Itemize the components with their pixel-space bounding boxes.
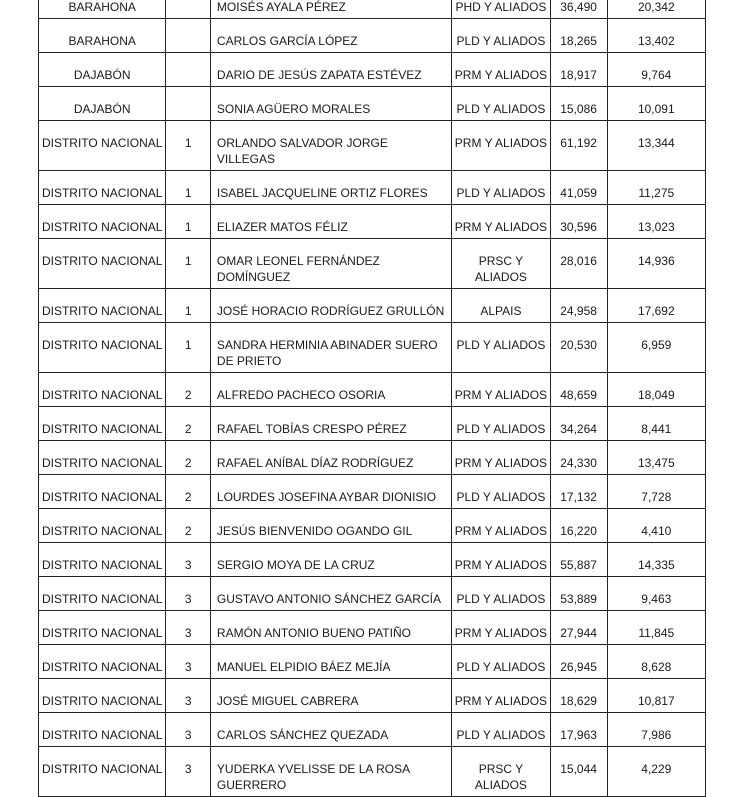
candidate-name-cell: RAFAEL TOBÍAS CRESPO PÉREZ: [210, 407, 451, 441]
votes-primary-cell: 34,264: [550, 407, 607, 441]
province-cell: DISTRITO NACIONAL: [39, 747, 166, 797]
circumscription-cell: 1: [166, 121, 211, 171]
votes-primary-cell: 48,659: [550, 373, 607, 407]
candidate-name-cell: RAMÓN ANTONIO BUENO PATIÑO: [210, 611, 451, 645]
candidate-name-cell: JESÚS BIENVENIDO OGANDO GIL: [210, 509, 451, 543]
votes-primary-cell: 61,192: [550, 121, 607, 171]
votes-secondary-cell: 10,091: [607, 87, 705, 121]
party-cell: PLD Y ALIADOS: [452, 323, 550, 373]
votes-primary-cell: 18,917: [550, 53, 607, 87]
province-cell: DAJABÓN: [39, 53, 166, 87]
candidate-name-cell: MOISÉS AYALA PÉREZ: [210, 0, 451, 19]
circumscription-cell: 3: [166, 611, 211, 645]
province-cell: DISTRITO NACIONAL: [39, 577, 166, 611]
circumscription-cell: 1: [166, 205, 211, 239]
candidate-name-cell: DARIO DE JESÚS ZAPATA ESTÉVEZ: [210, 53, 451, 87]
party-cell: PRM Y ALIADOS: [452, 205, 550, 239]
province-cell: BARAHONA: [39, 0, 166, 19]
votes-secondary-cell: 6,959: [607, 323, 705, 373]
table-row: [39, 747, 706, 797]
votes-primary-cell: 20,530: [550, 323, 607, 373]
votes-primary-cell: 41,059: [550, 171, 607, 205]
votes-primary-cell: 27,944: [550, 611, 607, 645]
province-cell: DISTRITO NACIONAL: [39, 509, 166, 543]
votes-primary-cell: 26,945: [550, 645, 607, 679]
circumscription-cell: 3: [166, 645, 211, 679]
table-row: [39, 577, 706, 611]
province-cell: DAJABÓN: [39, 87, 166, 121]
candidate-name-cell: JOSÉ HORACIO RODRÍGUEZ GRULLÓN: [210, 289, 451, 323]
circumscription-cell: 2: [166, 407, 211, 441]
candidate-name-cell: GUSTAVO ANTONIO SÁNCHEZ GARCÍA: [210, 577, 451, 611]
province-cell: DISTRITO NACIONAL: [39, 645, 166, 679]
candidate-name-cell: ISABEL JACQUELINE ORTIZ FLORES: [210, 171, 451, 205]
table-row: [39, 373, 706, 407]
votes-secondary-cell: 8,441: [607, 407, 705, 441]
province-cell: DISTRITO NACIONAL: [39, 407, 166, 441]
candidate-name-cell: ALFREDO PACHECO OSORIA: [210, 373, 451, 407]
party-cell: PRM Y ALIADOS: [452, 679, 550, 713]
circumscription-cell: 3: [166, 543, 211, 577]
circumscription-cell: 2: [166, 509, 211, 543]
circumscription-cell: 3: [166, 713, 211, 747]
candidate-name-cell: MANUEL ELPIDIO BÁEZ MEJÍA: [210, 645, 451, 679]
party-cell: PRM Y ALIADOS: [452, 441, 550, 475]
party-cell: ALPAIS: [452, 289, 550, 323]
votes-primary-cell: 24,958: [550, 289, 607, 323]
results-table: [38, 0, 706, 797]
votes-secondary-cell: 13,475: [607, 441, 705, 475]
table-row: [39, 0, 706, 19]
table-row: [39, 407, 706, 441]
party-cell: PLD Y ALIADOS: [452, 407, 550, 441]
party-cell: PRM Y ALIADOS: [452, 611, 550, 645]
circumscription-cell: 2: [166, 475, 211, 509]
circumscription-cell: 1: [166, 239, 211, 289]
province-cell: DISTRITO NACIONAL: [39, 713, 166, 747]
candidate-name-cell: JOSÉ MIGUEL CABRERA: [210, 679, 451, 713]
party-cell: PLD Y ALIADOS: [452, 87, 550, 121]
votes-primary-cell: 18,265: [550, 19, 607, 53]
candidate-name-cell: CARLOS GARCÍA LÓPEZ: [210, 19, 451, 53]
party-cell: PRSC Y ALIADOS: [452, 747, 550, 797]
candidate-name-cell: ELIAZER MATOS FÉLIZ: [210, 205, 451, 239]
table-row: [39, 121, 706, 171]
candidate-name-cell: CARLOS SÁNCHEZ QUEZADA: [210, 713, 451, 747]
circumscription-cell: 2: [166, 441, 211, 475]
votes-secondary-cell: 4,410: [607, 509, 705, 543]
party-cell: PRM Y ALIADOS: [452, 121, 550, 171]
votes-primary-cell: 36,490: [550, 0, 607, 19]
candidate-name-cell: YUDERKA YVELISSE DE LA ROSA GUERRERO: [210, 747, 451, 797]
circumscription-cell: [166, 0, 211, 19]
table-row: [39, 239, 706, 289]
table-row: [39, 289, 706, 323]
province-cell: DISTRITO NACIONAL: [39, 205, 166, 239]
votes-secondary-cell: 13,023: [607, 205, 705, 239]
votes-secondary-cell: 14,335: [607, 543, 705, 577]
table-row: [39, 679, 706, 713]
votes-secondary-cell: 20,342: [607, 0, 705, 19]
party-cell: PRM Y ALIADOS: [452, 373, 550, 407]
votes-primary-cell: 18,629: [550, 679, 607, 713]
table-row: [39, 87, 706, 121]
circumscription-cell: 1: [166, 289, 211, 323]
party-cell: PRM Y ALIADOS: [452, 53, 550, 87]
candidate-name-cell: SONIA AGÜERO MORALES: [210, 87, 451, 121]
party-cell: PRM Y ALIADOS: [452, 543, 550, 577]
votes-primary-cell: 53,889: [550, 577, 607, 611]
table-row: [39, 543, 706, 577]
votes-secondary-cell: 4,229: [607, 747, 705, 797]
party-cell: PLD Y ALIADOS: [452, 171, 550, 205]
province-cell: DISTRITO NACIONAL: [39, 239, 166, 289]
party-cell: PLD Y ALIADOS: [452, 19, 550, 53]
table-row: [39, 713, 706, 747]
circumscription-cell: 1: [166, 171, 211, 205]
votes-primary-cell: 17,963: [550, 713, 607, 747]
party-cell: PRM Y ALIADOS: [452, 509, 550, 543]
candidate-name-cell: RAFAEL ANÍBAL DÍAZ RODRÍGUEZ: [210, 441, 451, 475]
circumscription-cell: [166, 87, 211, 121]
votes-secondary-cell: 7,986: [607, 713, 705, 747]
votes-secondary-cell: 11,275: [607, 171, 705, 205]
province-cell: DISTRITO NACIONAL: [39, 441, 166, 475]
party-cell: PLD Y ALIADOS: [452, 645, 550, 679]
table-row: [39, 171, 706, 205]
province-cell: DISTRITO NACIONAL: [39, 171, 166, 205]
circumscription-cell: [166, 19, 211, 53]
party-cell: PLD Y ALIADOS: [452, 713, 550, 747]
party-cell: PLD Y ALIADOS: [452, 577, 550, 611]
candidate-name-cell: SANDRA HERMINIA ABINADER SUERO DE PRIETO: [210, 323, 451, 373]
votes-primary-cell: 30,596: [550, 205, 607, 239]
votes-secondary-cell: 13,344: [607, 121, 705, 171]
votes-primary-cell: 15,044: [550, 747, 607, 797]
province-cell: DISTRITO NACIONAL: [39, 679, 166, 713]
circumscription-cell: 1: [166, 323, 211, 373]
votes-primary-cell: 24,330: [550, 441, 607, 475]
province-cell: DISTRITO NACIONAL: [39, 289, 166, 323]
votes-secondary-cell: 8,628: [607, 645, 705, 679]
party-cell: PRSC Y ALIADOS: [452, 239, 550, 289]
party-cell: PHD Y ALIADOS: [452, 0, 550, 19]
circumscription-cell: 3: [166, 577, 211, 611]
table-row: [39, 441, 706, 475]
table-row: [39, 645, 706, 679]
province-cell: DISTRITO NACIONAL: [39, 611, 166, 645]
table-row: [39, 509, 706, 543]
table-row: [39, 475, 706, 509]
candidate-name-cell: OMAR LEONEL FERNÁNDEZ DOMÍNGUEZ: [210, 239, 451, 289]
table-row: [39, 611, 706, 645]
results-table-body: [39, 0, 706, 797]
votes-primary-cell: 28,016: [550, 239, 607, 289]
votes-primary-cell: 16,220: [550, 509, 607, 543]
circumscription-cell: [166, 53, 211, 87]
circumscription-cell: 3: [166, 679, 211, 713]
votes-secondary-cell: 13,402: [607, 19, 705, 53]
province-cell: DISTRITO NACIONAL: [39, 373, 166, 407]
votes-primary-cell: 15,086: [550, 87, 607, 121]
province-cell: DISTRITO NACIONAL: [39, 475, 166, 509]
province-cell: BARAHONA: [39, 19, 166, 53]
table-row: [39, 205, 706, 239]
votes-secondary-cell: 7,728: [607, 475, 705, 509]
circumscription-cell: 3: [166, 747, 211, 797]
province-cell: DISTRITO NACIONAL: [39, 323, 166, 373]
candidate-name-cell: ORLANDO SALVADOR JORGE VILLEGAS: [210, 121, 451, 171]
candidate-name-cell: LOURDES JOSEFINA AYBAR DIONISIO: [210, 475, 451, 509]
votes-secondary-cell: 9,463: [607, 577, 705, 611]
votes-secondary-cell: 17,692: [607, 289, 705, 323]
votes-secondary-cell: 11,845: [607, 611, 705, 645]
table-row: [39, 53, 706, 87]
table-row: [39, 19, 706, 53]
votes-secondary-cell: 14,936: [607, 239, 705, 289]
votes-primary-cell: 17,132: [550, 475, 607, 509]
votes-secondary-cell: 9,764: [607, 53, 705, 87]
votes-secondary-cell: 10,817: [607, 679, 705, 713]
province-cell: DISTRITO NACIONAL: [39, 121, 166, 171]
party-cell: PLD Y ALIADOS: [452, 475, 550, 509]
province-cell: DISTRITO NACIONAL: [39, 543, 166, 577]
table-row: [39, 323, 706, 373]
votes-secondary-cell: 18,049: [607, 373, 705, 407]
circumscription-cell: 2: [166, 373, 211, 407]
candidate-name-cell: SERGIO MOYA DE LA CRUZ: [210, 543, 451, 577]
votes-primary-cell: 55,887: [550, 543, 607, 577]
